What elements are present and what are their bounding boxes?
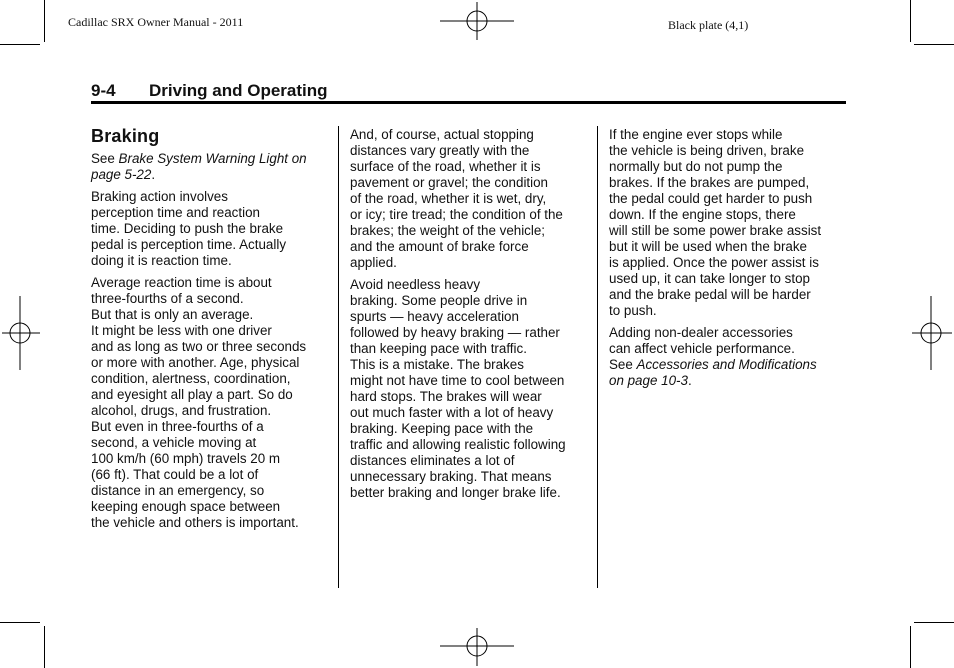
paragraph: Braking action involves perception time and reaction time. Deciding to push the brake pedal is perception time. Actually doing it is reaction time. [91, 189, 287, 268]
column-2 [350, 127, 566, 507]
registration-mark-right [912, 296, 952, 370]
section-header [91, 81, 328, 101]
crop-mark [44, 626, 45, 668]
cross-reference[interactable]: Accessories and Modifications [636, 357, 817, 372]
crop-mark [0, 622, 40, 623]
section-title: Driving and Operating [149, 81, 328, 100]
registration-mark-bottom [440, 628, 514, 666]
header-rule [91, 101, 846, 104]
paragraph: And, of course, actual stopping distances vary greatly with the surface of the road, whether it is pavement or gravel; the condition of the road, whether it is wet, dry, or icy; tire tread; the condition of the brakes; the weight of the vehicle; and the amount of brake force applied. [350, 127, 563, 270]
crop-mark [44, 0, 45, 42]
crop-mark [914, 44, 954, 45]
paragraph: Adding non-dealer accessories can affect vehicle performance. See Accessories and Modifications on page 10-3. [609, 325, 817, 388]
running-header-right: Black plate (4,1) [668, 18, 749, 32]
paragraph: If the engine ever stops while the vehicle is being driven, brake normally but do not pump the brakes. If the brakes are pumped, the pedal could get harder to push down. If the engine stops, there will still be some power brake assist but it will be used when the brake is applied. Once the power assist is used up, it can take longer to stop and the brake pedal will be harder to push. [609, 127, 822, 318]
crop-mark [0, 44, 40, 45]
paragraph: Average reaction time is about three-fourths of a second. But that is only an average. It might be less with one driver and as long as two or three seconds or more with another. Age, physical condition, alertness, coordination, and eyesight all play a part. So do alcohol, drugs, and frustration. But even in three-fourths of a second, a vehicle moving at 100 km/h (60 mph) travels 20 m (66 ft). That could be a lot of distance in an emergency, so keeping enough space between the vehicle and others is important. [91, 275, 307, 530]
running-header-left: Cadillac SRX Owner Manual - 2011 [68, 15, 244, 29]
paragraph: See Brake System Warning Light on page 5-22. [91, 151, 307, 182]
column-divider [597, 126, 598, 588]
section-heading: Braking [91, 126, 160, 146]
registration-mark-left [2, 296, 40, 370]
column-divider [338, 126, 339, 588]
cross-reference-page[interactable]: page 5-22 [91, 167, 152, 182]
column-3 [609, 127, 821, 395]
crop-mark [910, 0, 911, 42]
column-1 [91, 125, 307, 537]
registration-mark-top [440, 2, 514, 40]
crop-mark [914, 622, 954, 623]
cross-reference-page[interactable]: on page 10-3 [609, 373, 688, 388]
cross-reference[interactable]: Brake System Warning Light on [118, 151, 307, 166]
paragraph: Avoid needless heavy braking. Some people drive in spurts — heavy acceleration followed by heavy braking — rather than keeping pace with traffic. This is a mistake. The brakes might not have time to cool between hard stops. The brakes will wear out much faster with a lot of heavy braking. Keeping pace with the traffic and allowing realistic following distances eliminates a lot of unnecessary braking. That means better braking and longer brake life. [350, 277, 566, 500]
page-number: 9-4 [91, 81, 116, 100]
crop-mark [910, 626, 911, 668]
